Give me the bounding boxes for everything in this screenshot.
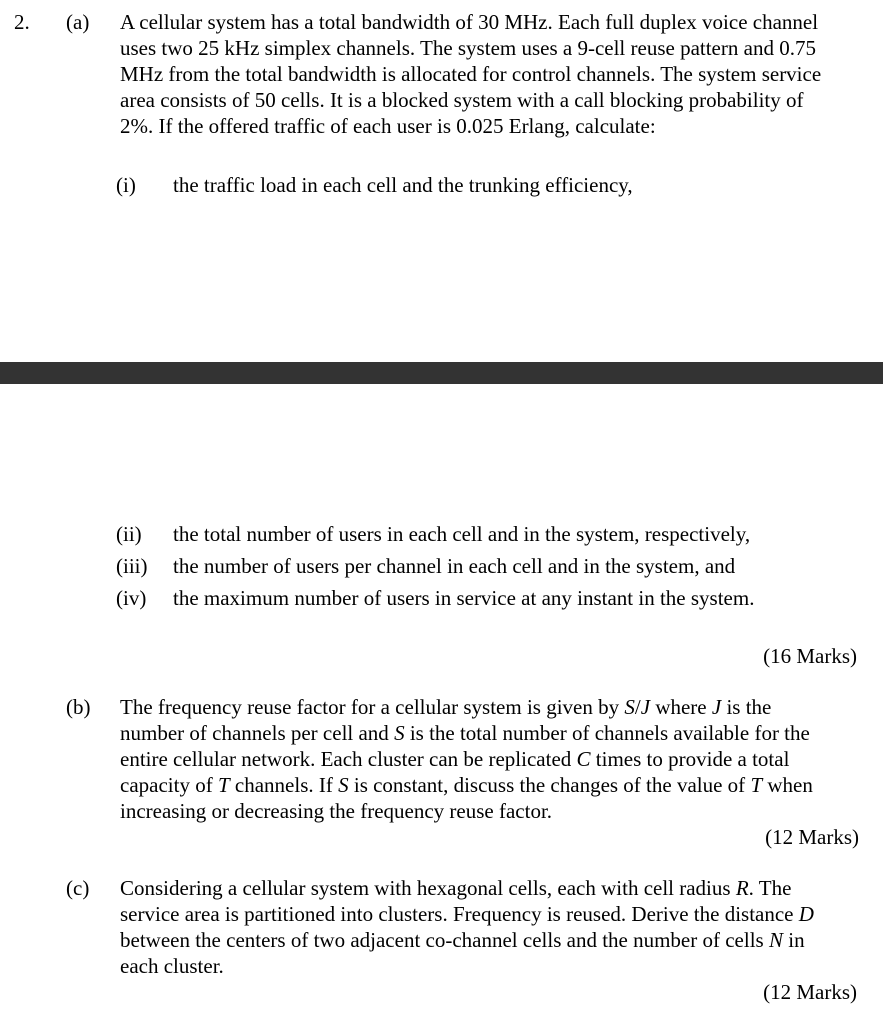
- question-number: 2.: [14, 10, 30, 34]
- subpart-text: the total number of users in each cell and in the system, respectively,: [173, 522, 751, 546]
- subpart-label: (iii): [116, 554, 148, 578]
- page-divider-band: [0, 362, 883, 384]
- part-c-paragraph: [120, 875, 860, 979]
- part-a-label: (a): [66, 10, 90, 34]
- part-a-marks: (16 Marks): [763, 644, 857, 668]
- part-c-line: service area is partitioned into clusters. Frequency is reused. Derive the distance D: [120, 902, 814, 926]
- part-a-line: 2%. If the offered traffic of each user is 0.025 Erlang, calculate:: [120, 114, 656, 138]
- subpart-label: (i): [116, 173, 136, 197]
- subpart-text: the traffic load in each cell and the trunking efficiency,: [173, 173, 633, 197]
- part-b-line: The frequency reuse factor for a cellular system is given by S/J where J is the: [120, 695, 772, 719]
- part-c-label: (c): [66, 876, 90, 900]
- subpart-iii: [116, 553, 836, 579]
- part-a-line: MHz from the total bandwidth is allocated for control channels. The system service: [120, 62, 822, 86]
- subpart-label: (ii): [116, 522, 142, 546]
- part-b-marks: (12 Marks): [765, 825, 859, 849]
- subpart-text: the maximum number of users in service at any instant in the system.: [173, 586, 755, 610]
- subpart-iv: [116, 585, 836, 611]
- subpart-ii: [116, 521, 836, 547]
- part-c-line: between the centers of two adjacent co-channel cells and the number of cells N in: [120, 928, 805, 952]
- part-a-paragraph: [120, 9, 860, 139]
- part-c-line: each cluster.: [120, 954, 224, 978]
- part-a-line: A cellular system has a total bandwidth of 30 MHz. Each full duplex voice channel: [120, 10, 819, 34]
- part-b-paragraph: [120, 694, 860, 824]
- part-a-line: area consists of 50 cells. It is a blocked system with a call blocking probability of: [120, 88, 804, 112]
- part-b-label: (b): [66, 695, 91, 719]
- subpart-i: [116, 172, 836, 198]
- part-b-line: entire cellular network. Each cluster can be replicated C times to provide a total: [120, 747, 790, 771]
- part-a-line: uses two 25 kHz simplex channels. The system uses a 9-cell reuse pattern and 0.75: [120, 36, 816, 60]
- part-b-line: capacity of T channels. If S is constant, discuss the changes of the value of T when: [120, 773, 813, 797]
- subpart-text: the number of users per channel in each cell and in the system, and: [173, 554, 736, 578]
- part-b-line: number of channels per cell and S is the total number of channels available for the: [120, 721, 810, 745]
- part-c-line: Considering a cellular system with hexagonal cells, each with cell radius R. The: [120, 876, 792, 900]
- part-c-marks: (12 Marks): [763, 980, 857, 1004]
- part-b-line: increasing or decreasing the frequency reuse factor.: [120, 799, 553, 823]
- subpart-label: (iv): [116, 586, 147, 610]
